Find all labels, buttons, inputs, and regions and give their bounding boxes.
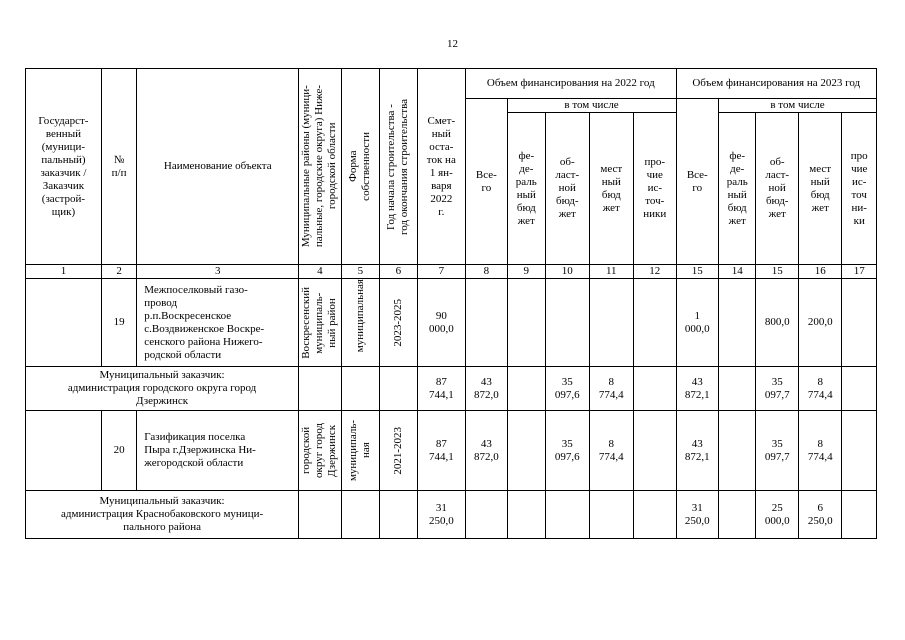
col-number: 7 xyxy=(417,265,466,279)
other-2023 xyxy=(842,279,877,367)
other-2022 xyxy=(634,411,677,491)
total-2022 xyxy=(466,279,507,367)
regional-2023: 35 097,7 xyxy=(756,411,798,491)
col-number: 15 xyxy=(676,265,718,279)
district: Воскресенский муниципаль- ный район xyxy=(299,279,341,367)
header-federal-2022: фе- де- раль ный бюд жет xyxy=(507,113,545,265)
other-2023 xyxy=(842,411,877,491)
header-total-2022: Все- го xyxy=(466,99,507,265)
federal-2022 xyxy=(507,367,545,411)
object-name: Межпоселковый газо- провод р.п.Воскресенское с.Воздвиженское Воскре- сенского района Нижего- родской области xyxy=(137,279,299,367)
header-other-2023: про чие ис- точ ни- ки xyxy=(842,113,877,265)
ownership-form: муниципальная xyxy=(341,279,379,367)
total-2022: 43 872,0 xyxy=(466,411,507,491)
header-financing-2022: Объем финансирования на 2022 год xyxy=(466,69,676,99)
col-number: 3 xyxy=(137,265,299,279)
header-total-2023: Все- го xyxy=(676,99,718,265)
header-customer: Государст- венный (муници- пальный) заказчик / Заказчик (застрой- щик) xyxy=(26,69,102,265)
header-federal-2023: фе- де- раль ный бюд жет xyxy=(719,113,756,265)
customer-label: Муниципальный заказчик: администрация городского округа город Дзержинск xyxy=(26,367,299,411)
col-number: 1 xyxy=(26,265,102,279)
federal-2023 xyxy=(719,367,756,411)
local-2022 xyxy=(589,491,634,539)
row-number: 20 xyxy=(101,411,136,491)
estimated-remainder: 31 250,0 xyxy=(417,491,466,539)
federal-2023 xyxy=(719,411,756,491)
federal-2023 xyxy=(719,279,756,367)
other-2022 xyxy=(634,279,677,367)
federal-2023 xyxy=(719,491,756,539)
column-number-row xyxy=(26,265,877,279)
regional-2022 xyxy=(546,491,590,539)
header-including-2023: в том числе xyxy=(719,99,877,113)
regional-2023: 800,0 xyxy=(756,279,798,367)
financing-table xyxy=(25,68,877,539)
district: городской округ город Дзержинск xyxy=(299,411,341,491)
local-2023: 8 774,4 xyxy=(798,367,842,411)
header-local-2022: мест ный бюд жет xyxy=(589,113,634,265)
col-number: 17 xyxy=(842,265,877,279)
col-number: 2 xyxy=(101,265,136,279)
federal-2022 xyxy=(507,411,545,491)
total-2023: 1 000,0 xyxy=(676,279,718,367)
other-2023 xyxy=(842,491,877,539)
estimated-remainder: 87 744,1 xyxy=(417,411,466,491)
local-2022 xyxy=(589,279,634,367)
construction-years: 2021-2023 xyxy=(380,411,417,491)
header-district: Муниципальные районы (муници- пальные, городские округа) Ниже- городской области xyxy=(299,69,341,265)
regional-2022 xyxy=(546,279,590,367)
header-including-2022: в том числе xyxy=(507,99,676,113)
empty-cell xyxy=(341,367,379,411)
header-financing-2023: Объем финансирования на 2023 год xyxy=(676,69,876,99)
header-other-2022: про- чие ис- точ- ники xyxy=(634,113,677,265)
header-object-name: Наименование объекта xyxy=(137,69,299,265)
local-2023: 200,0 xyxy=(798,279,842,367)
header-construction-years: Год начала строительства - год окончания строительства xyxy=(380,69,417,265)
local-2023: 8 774,4 xyxy=(798,411,842,491)
estimated-remainder: 87 744,1 xyxy=(417,367,466,411)
regional-2022: 35 097,6 xyxy=(546,411,590,491)
regional-2023: 35 097,7 xyxy=(756,367,798,411)
total-2023: 43 872,1 xyxy=(676,367,718,411)
col-number: 14 xyxy=(719,265,756,279)
other-2023 xyxy=(842,367,877,411)
customer-cell xyxy=(26,279,102,367)
other-2022 xyxy=(634,367,677,411)
total-2023: 43 872,1 xyxy=(676,411,718,491)
local-2023: 6 250,0 xyxy=(798,491,842,539)
local-2022: 8 774,4 xyxy=(589,367,634,411)
ownership-form: муниципаль- ная xyxy=(341,411,379,491)
construction-years: 2023-2025 xyxy=(380,279,417,367)
col-number: 6 xyxy=(380,265,417,279)
total-2022: 43 872,0 xyxy=(466,367,507,411)
estimated-remainder: 90 000,0 xyxy=(417,279,466,367)
header-regional-2023: об- ласт- ной бюд- жет xyxy=(756,113,798,265)
col-number: 12 xyxy=(634,265,677,279)
regional-2023: 25 000,0 xyxy=(756,491,798,539)
empty-cell xyxy=(299,367,341,411)
customer-label: Муниципальный заказчик: администрация Краснобаковского муници- пального района xyxy=(26,491,299,539)
total-2023: 31 250,0 xyxy=(676,491,718,539)
federal-2022 xyxy=(507,491,545,539)
header-local-2023: мест ный бюд жет xyxy=(798,113,842,265)
regional-2022: 35 097,6 xyxy=(546,367,590,411)
col-number: 11 xyxy=(589,265,634,279)
row-number: 19 xyxy=(101,279,136,367)
col-number: 4 xyxy=(299,265,341,279)
empty-cell xyxy=(341,491,379,539)
col-number: 16 xyxy=(798,265,842,279)
other-2022 xyxy=(634,491,677,539)
header-regional-2022: об- ласт- ной бюд- жет xyxy=(546,113,590,265)
federal-2022 xyxy=(507,279,545,367)
page-number: 12 xyxy=(447,38,458,50)
table-row xyxy=(26,279,877,367)
object-name: Газификация поселка Пыра г.Дзержинска Ни- жегородской области xyxy=(137,411,299,491)
customer-row xyxy=(26,367,877,411)
local-2022: 8 774,4 xyxy=(589,411,634,491)
customer-row xyxy=(26,491,877,539)
empty-cell xyxy=(299,491,341,539)
col-number: 5 xyxy=(341,265,379,279)
col-number: 9 xyxy=(507,265,545,279)
table-row xyxy=(26,411,877,491)
empty-cell xyxy=(380,367,417,411)
col-number: 15 xyxy=(756,265,798,279)
customer-cell xyxy=(26,411,102,491)
header-number: № п/п xyxy=(101,69,136,265)
empty-cell xyxy=(380,491,417,539)
header-estimated-remainder: Смет- ный оста- ток на 1 ян- варя 2022 г. xyxy=(417,69,466,265)
header-ownership-form: Форма собственности xyxy=(341,69,379,265)
total-2022 xyxy=(466,491,507,539)
col-number: 8 xyxy=(466,265,507,279)
col-number: 10 xyxy=(546,265,590,279)
